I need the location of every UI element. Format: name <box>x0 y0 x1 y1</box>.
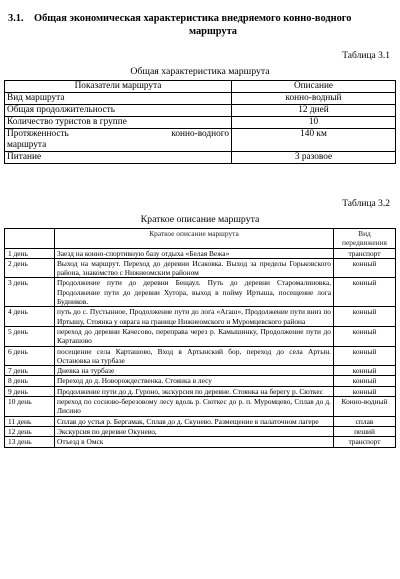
mode-cell: конный <box>334 307 396 327</box>
day-cell: 11 день <box>5 416 55 426</box>
section-title-line1: Общая экономическая характеристика внедряемого конно-водного <box>34 13 352 24</box>
table-row <box>5 117 396 129</box>
section-heading <box>8 12 392 38</box>
description-cell: Отъезд в Омск <box>55 437 334 447</box>
table-row <box>5 105 396 117</box>
mode-cell: сплав <box>334 416 396 426</box>
day-cell: 10 день <box>5 397 55 417</box>
header-description: Краткое описание маршрута <box>55 229 334 249</box>
day-cell: 9 день <box>5 386 55 396</box>
mode-cell: транспорт <box>334 437 396 447</box>
day-cell: 6 день <box>5 346 55 366</box>
table-row <box>5 376 396 386</box>
day-cell: 3 день <box>5 278 55 307</box>
table-row <box>5 366 396 376</box>
description-cell: Выход на маршрут. Переход до деревни Исаковка. Выход за пределы Горьковского района, знакомство с Нижнеомским районом <box>55 258 334 278</box>
table-row <box>5 437 396 447</box>
row-name: Вид маршрута <box>5 93 232 105</box>
day-cell: 2 день <box>5 258 55 278</box>
route-description-table <box>4 228 396 448</box>
table-row <box>5 426 396 436</box>
header-description: Описание <box>232 81 396 93</box>
row-name-line1: Протяженность конно-водного <box>7 129 229 139</box>
table-row <box>5 346 396 366</box>
table-row <box>5 278 396 307</box>
day-cell: 13 день <box>5 437 55 447</box>
section-number: 3.1. <box>8 13 24 24</box>
mode-cell: конный <box>334 278 396 307</box>
row-name-line2: маршрута <box>7 140 47 150</box>
table-row <box>5 307 396 327</box>
table2-title: Краткое описание маршрута <box>140 214 260 225</box>
mode-cell: конный <box>334 386 396 396</box>
row-name: Количество туристов в группе <box>5 117 232 129</box>
row-value: 3 разовое <box>232 152 396 164</box>
description-cell: Сплав до устья р. Бергамак, Сплав до д. Скунево. Размещение в палаточном лагере <box>55 416 334 426</box>
table-row <box>5 248 396 258</box>
description-cell: Заезд на конно-спортивную базу отдыха «Белая Вежа» <box>55 248 334 258</box>
table-row <box>5 326 396 346</box>
description-cell: переход по сосново-березовому лесу вдоль р. Сюткес до р. п. Муромцево, Сплав до д. Лисино <box>55 397 334 417</box>
mode-cell: Конно-водный <box>334 397 396 417</box>
table-row <box>5 93 396 105</box>
day-cell: 7 день <box>5 366 55 376</box>
header-indicators: Показатели маршрута <box>5 81 232 93</box>
table-row <box>5 386 396 396</box>
mode-cell: конный <box>334 366 396 376</box>
mode-cell: конный <box>334 376 396 386</box>
table-row <box>5 152 396 164</box>
description-cell: переход до деревни Качесово, переправа через р. Камышинку, Продолжение пути до Карташово <box>55 326 334 346</box>
description-cell: Продолжение пути до деревни Бещаул. Путь до деревни Старомалиновка, Продолжение пути до деревни Хутора, выход в пойму Иртыша, посещение лога Будников. <box>55 278 334 307</box>
day-cell: 12 день <box>5 426 55 436</box>
day-cell: 4 день <box>5 307 55 327</box>
row-name: Общая продолжительность <box>5 105 232 117</box>
route-overview-table <box>4 80 396 164</box>
day-cell: 5 день <box>5 326 55 346</box>
table-row <box>5 397 396 417</box>
description-cell: Продолжение пути до д. Гуроно, экскурсия по деревне. Стоянка на берегу р. Сюткес <box>55 386 334 396</box>
mode-cell: конный <box>334 326 396 346</box>
table-header-row <box>5 81 396 93</box>
row-name <box>5 129 232 152</box>
mode-cell: пеший <box>334 426 396 436</box>
description-cell: Переход до д. Новорождественка. Стоянка в лесу <box>55 376 334 386</box>
table-row <box>5 258 396 278</box>
description-cell: посещение села Карташово, Вход в Артынский бор, переход до села Артын. Остановка на турбазе <box>55 346 334 366</box>
mode-cell: конный <box>334 346 396 366</box>
mode-cell: транспорт <box>334 248 396 258</box>
header-day <box>5 229 55 249</box>
description-cell: Дневка на турбазе <box>55 366 334 376</box>
row-value: 10 <box>232 117 396 129</box>
table2-label: Таблица 3.2 <box>342 199 390 209</box>
day-cell: 1 день <box>5 248 55 258</box>
table-header-row <box>5 229 396 249</box>
table-row <box>5 416 396 426</box>
row-value: 140 км <box>232 129 396 152</box>
table-row <box>5 129 396 152</box>
row-name: Питание <box>5 152 232 164</box>
mode-cell: конный <box>334 258 396 278</box>
header-mode: Вид передвижения <box>334 229 396 249</box>
day-cell: 8 день <box>5 376 55 386</box>
section-title-line2: маршрута <box>188 26 238 37</box>
table1-title: Общая характеристика маршрута <box>130 66 270 77</box>
row-value: 12 дней <box>232 105 396 117</box>
row-value: конно-водный <box>232 93 396 105</box>
description-cell: путь до с. Пустынное, Продолжение пути до лога «Агаш», Продолжение пути вниз по Иртышу, Стоянка у оврага на границе Нижнеомского и Муромцевского района <box>55 307 334 327</box>
description-cell: Экскурсия по деревне Окунево, <box>55 426 334 436</box>
table1-label: Таблица 3.1 <box>342 51 390 61</box>
